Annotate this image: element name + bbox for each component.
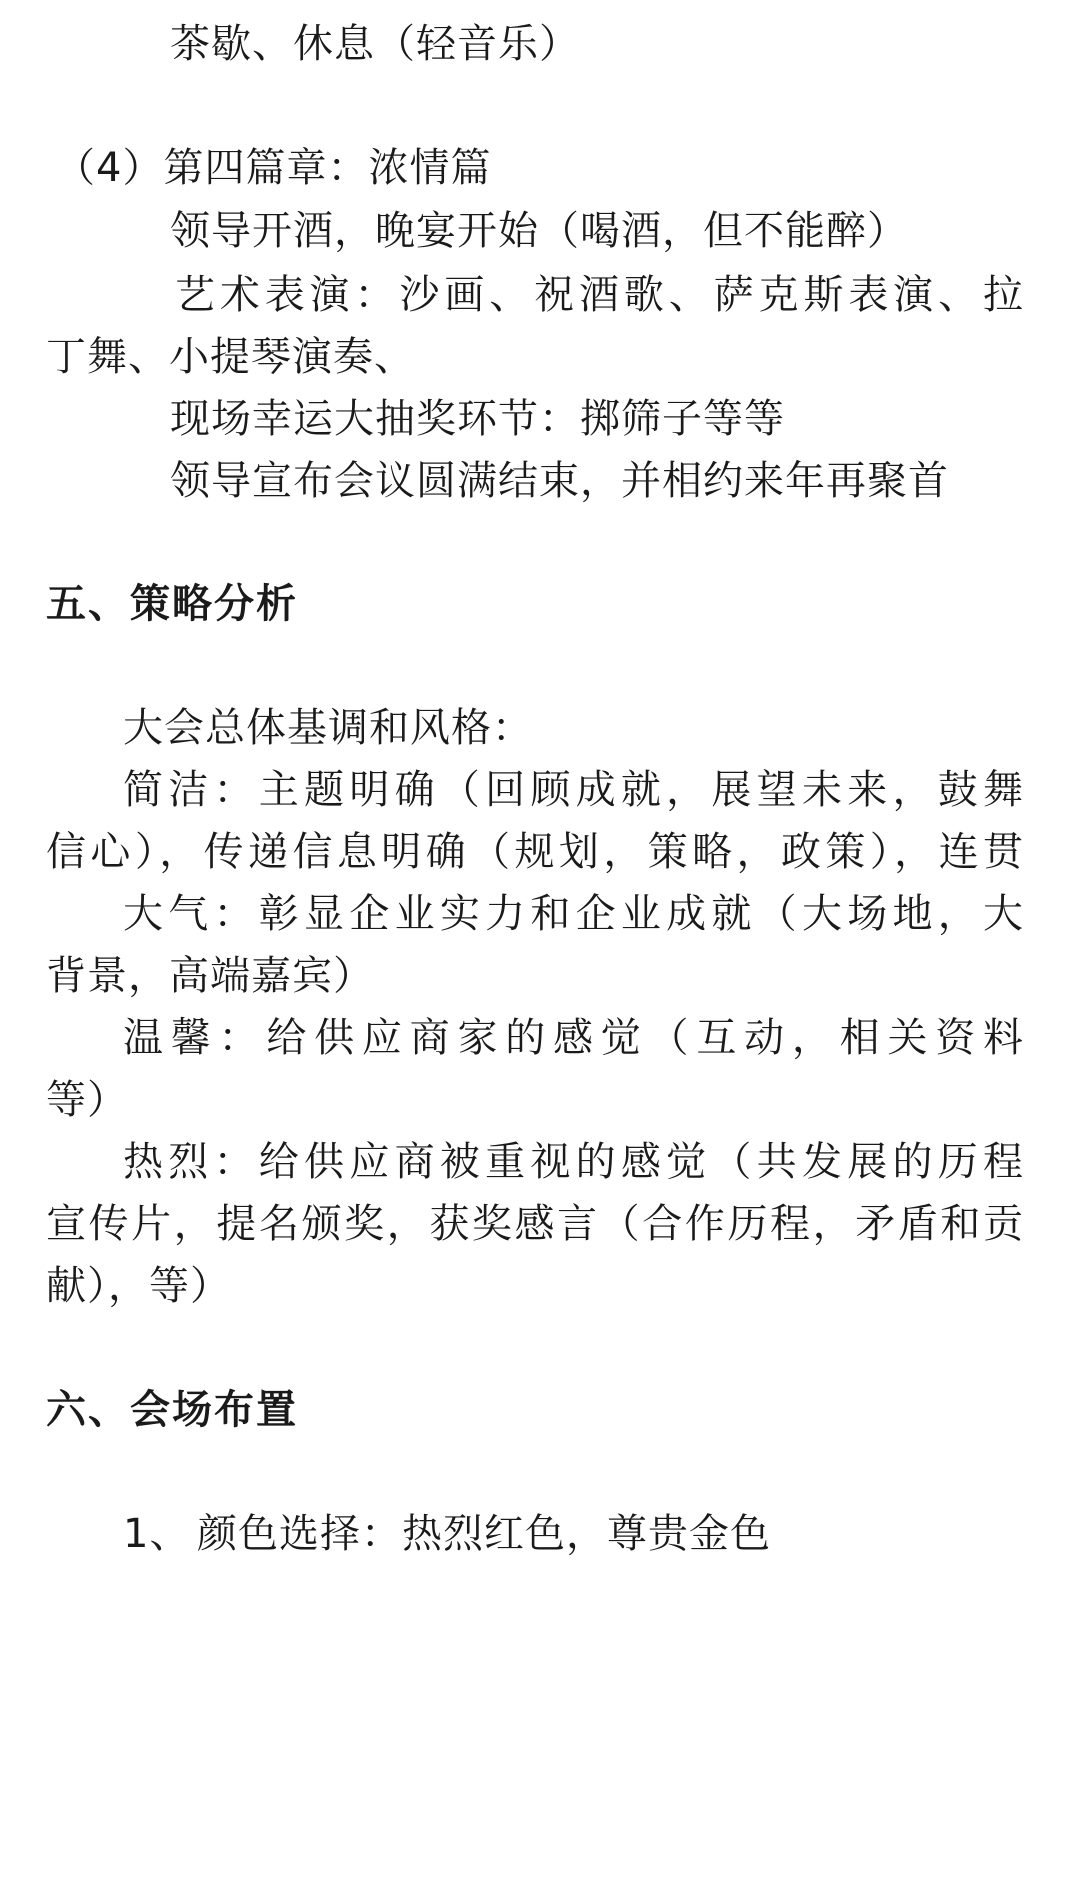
grand-line-1: 大气：彰显企业实力和企业成就（大场地，大	[123, 891, 1024, 937]
closing-line: 领导宣布会议圆满结束，并相约来年再聚首	[170, 458, 949, 504]
art-performance-line-2: 丁舞、小提琴演奏、	[46, 334, 415, 380]
color-item-number: 1、	[123, 1511, 191, 1557]
venue-heading: 六、会场布置	[46, 1387, 298, 1433]
concise-line-1: 简洁：主题明确（回顾成就，展望未来，鼓舞	[123, 767, 1024, 813]
art-performance-line-1: 艺术表演：沙画、祝酒歌、萨克斯表演、拉	[175, 272, 1024, 318]
strategy-heading: 五、策略分析	[46, 581, 298, 627]
strategy-intro: 大会总体基调和风格：	[123, 705, 533, 751]
lucky-draw-line: 现场幸运大抽奖环节：掷筛子等等	[170, 396, 785, 442]
toast-line: 领导开酒，晚宴开始（喝酒，但不能醉）	[170, 208, 908, 254]
passion-line-1: 热烈：给供应商被重视的感觉（共发展的历程	[123, 1139, 1024, 1185]
passion-line-3: 献），等）	[46, 1263, 231, 1309]
passion-line-2: 宣传片，提名颁奖，获奖感言（合作历程，矛盾和贡	[46, 1201, 1024, 1247]
concise-line-2: 信心），传递信息明确（规划，策略，政策），连贯	[46, 829, 1024, 875]
warm-line-1: 温馨：给供应商家的感觉（互动，相关资料	[123, 1015, 1024, 1061]
color-item-text: 颜色选择：热烈红色，尊贵金色	[197, 1511, 771, 1557]
grand-line-2: 背景，高端嘉宾）	[46, 953, 374, 999]
warm-line-2: 等）	[46, 1077, 128, 1123]
tea-break-line: 茶歇、休息（轻音乐）	[170, 21, 580, 67]
chapter-four-title: （4）第四篇章：浓情篇	[55, 145, 492, 191]
